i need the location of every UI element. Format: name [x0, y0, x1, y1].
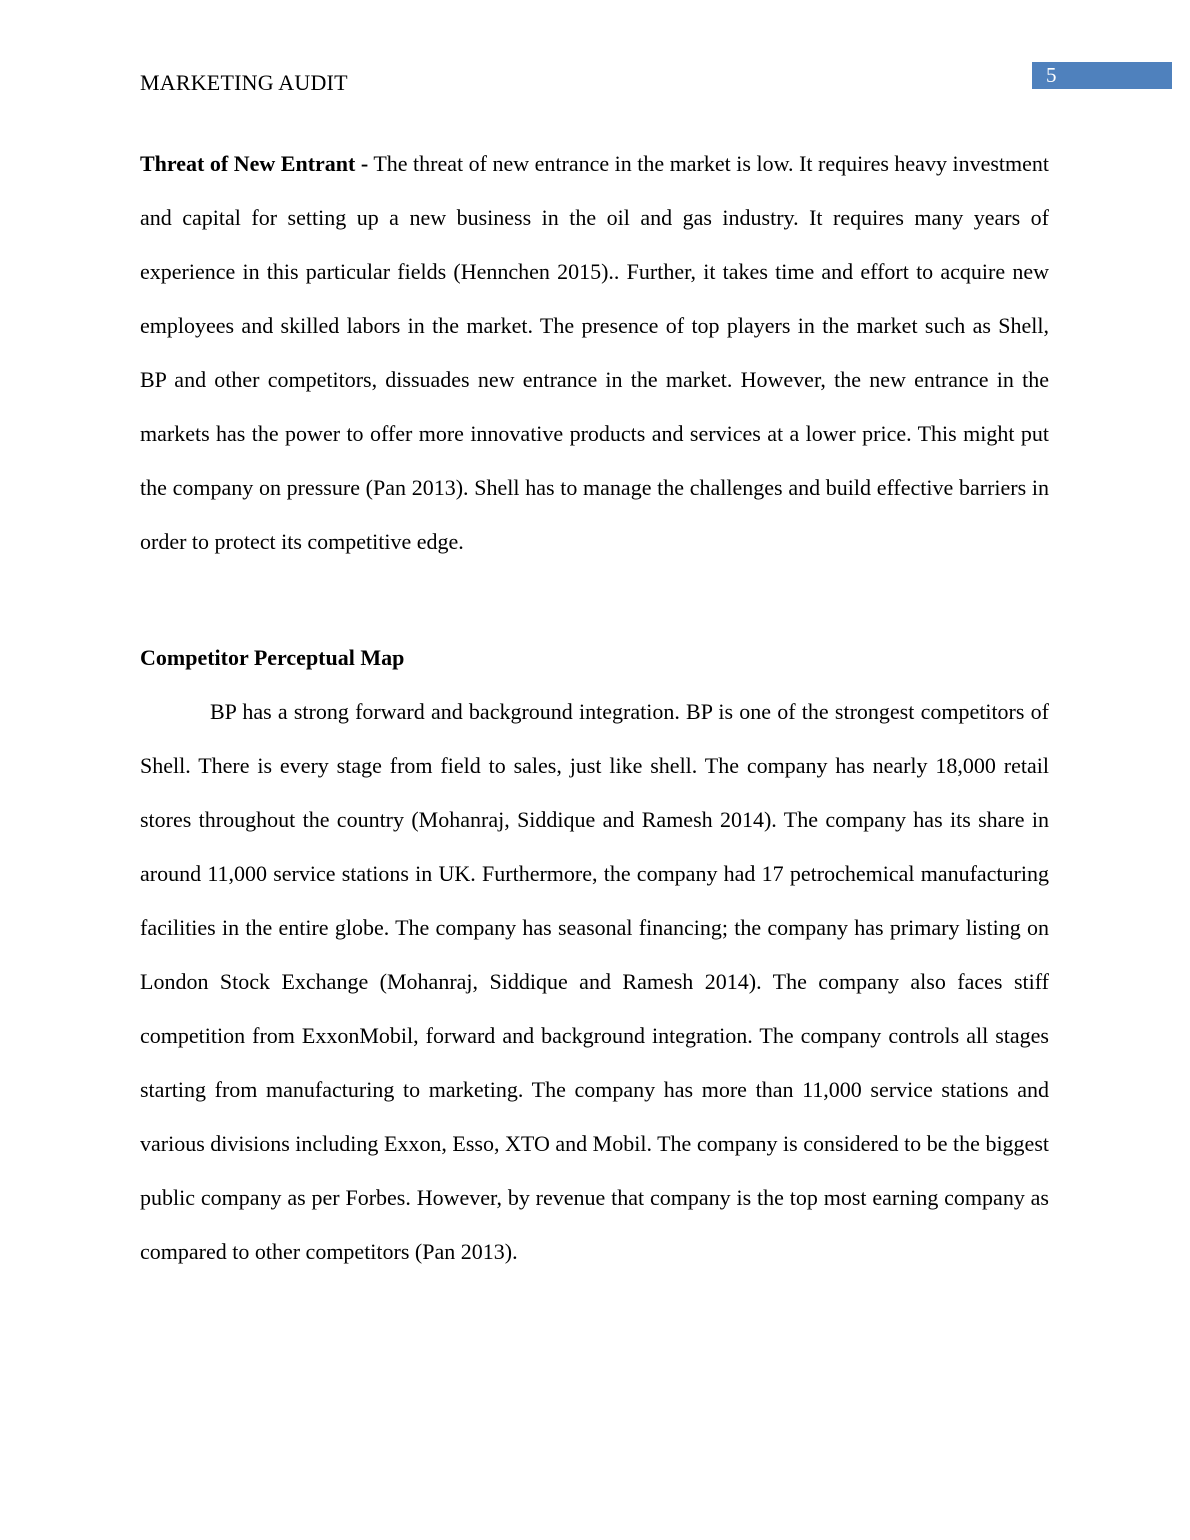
page-number: 5 — [1032, 62, 1172, 89]
running-header: MARKETING AUDIT — [140, 70, 348, 95]
document-body — [140, 137, 1049, 1279]
section-spacer — [140, 569, 1049, 631]
paragraph-competitor-perceptual-map: BP has a strong forward and background integration. BP is one of the strongest competitors of Shell. There is every stage from field to sales, just like shell. The company has nearly 18,000 retail stores throughout the country (Mohanraj, Siddique and Ramesh 2014). The company has its share in around 11,000 service stations in UK. Furthermore, the company had 17 petrochemical manufacturing facilities in the entire globe. The company has seasonal financing; the company has primary listing on London Stock Exchange (Mohanraj, Siddique and Ramesh 2014). The company also faces stiff competition from ExxonMobil, forward and background integration. The company controls all stages starting from manufacturing to marketing. The company has more than 11,000 service stations and various divisions including Exxon, Esso, XTO and Mobil. The company is considered to be the biggest public company as per Forbes. However, by revenue that company is the top most earning company as compared to other competitors (Pan 2013). — [140, 699, 1049, 1264]
paragraph-threat-of-new-entrant — [140, 137, 1049, 569]
paragraph-lead-heading: Threat of New Entrant - — [140, 151, 369, 176]
section-heading: Competitor Perceptual Map — [140, 645, 405, 670]
paragraph-text: The threat of new entrance in the market is low. It requires heavy investment and capital for setting up a new business in the oil and gas industry. It requires many years of experience in this particular fields (Hennchen 2015).. Further, it takes time and effort to acquire new employees and skilled labors in the market. The presence of top players in the market such as Shell, BP and other competitors, dissuades new entrance in the market. However, the new entrance in the markets has the power to offer more innovative products and services at a lower price. This might put the company on pressure (Pan 2013). Shell has to manage the challenges and build effective barriers in order to protect its competitive edge. — [140, 151, 1049, 554]
